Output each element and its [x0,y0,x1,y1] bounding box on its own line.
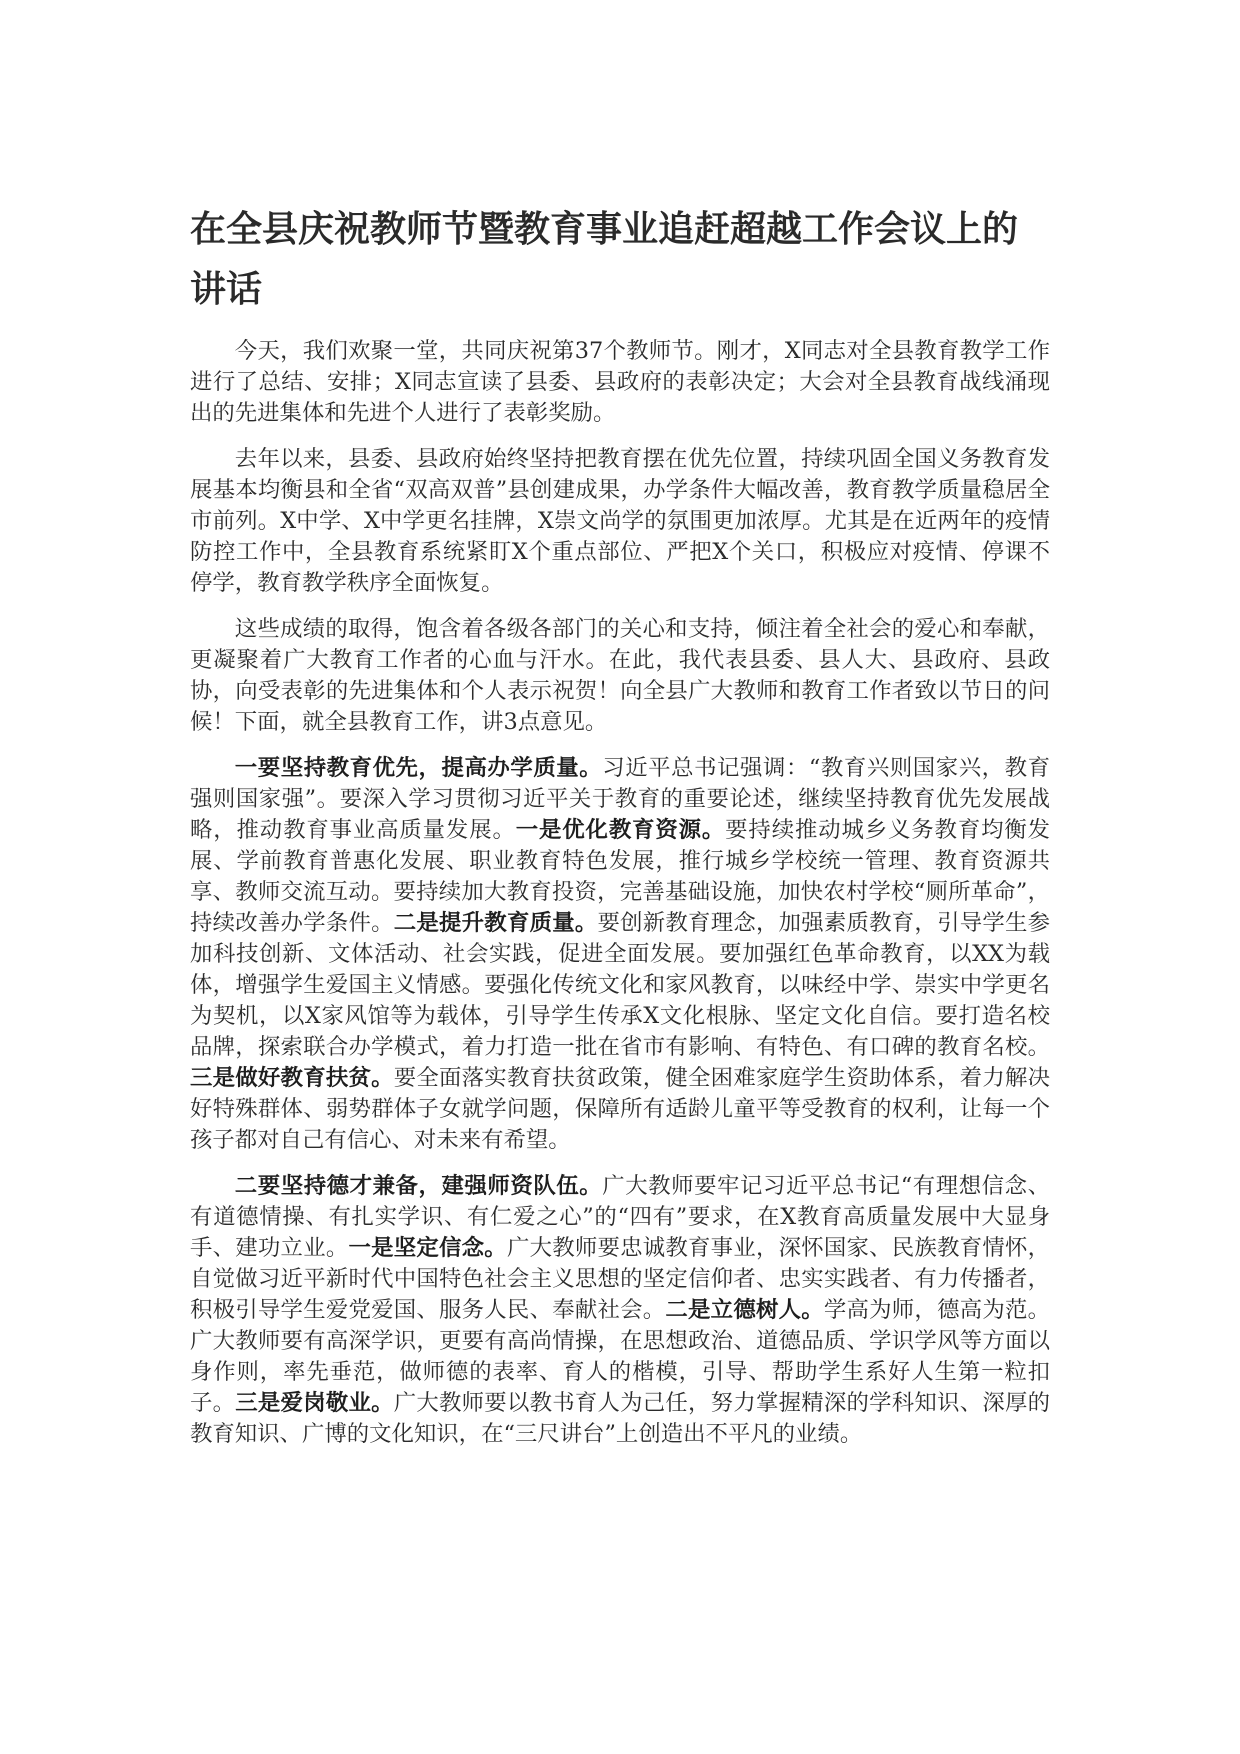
bold-heading-run: 二是提升教育质量。 [393,910,598,936]
body-paragraph [190,1171,1050,1450]
bold-heading-run: 一是坚定信念。 [348,1235,507,1261]
text-run: 广大教师要以教书育人为己任，努力掌握精深的学科知识、深厚的教育知识、广博的文化知识，在“三尺讲台”上创造出不平凡的业绩。 [190,1390,1051,1447]
text-run: 广大教师要牢记习近平总书记“有理想信念、有道德情操、有扎实学识、有仁爱之心”的“四有”要求，在X教育高质量发展中大显身手、建功立业。 [190,1173,1051,1261]
bold-heading-run: 一是优化教育资源。 [515,817,726,843]
text-run: 广大教师要忠诚教育事业，深怀国家、民族教育情怀，自觉做习近平新时代中国特色社会主义思想的坚定信仰者、忠实实践者、有力传播者，积极引导学生爱党爱国、服务人民、奉献社会。 [190,1235,1051,1323]
text-run: 这些成绩的取得，饱含着各级各部门的关心和支持，倾注着全社会的爱心和奉献，更凝聚着广大教育工作者的心血与汗水。在此，我代表县委、县人大、县政府、县政协，向受表彰的先进集体和个人表示祝贺！向全县广大教师和教育工作者致以节日的问候！下面，就全县教育工作，讲3点意见。 [190,616,1050,735]
text-run: 去年以来，县委、县政府始终坚持把教育摆在优先位置，持续巩固全国义务教育发展基本均衡县和全省“双高双普”县创建成果，办学条件大幅改善，教育教学质量稳居全市前列。X中学、X中学更名挂牌，X崇文尚学的氛围更加浓厚。尤其是在近两年的疫情防控工作中，全县教育系统紧盯X个重点部位、严把X个关口，积极应对疫情、停课不停学，教育教学秩序全面恢复。 [190,446,1050,596]
body-paragraph [190,336,1050,429]
body-paragraph [190,753,1050,1156]
text-run: 要创新教育理念，加强素质教育，引导学生参加科技创新、文体活动、社会实践，促进全面发展。要加强红色革命教育，以XX为载体，增强学生爱国主义情感。要强化传统文化和家风教育，以味经中学、崇实中学更名为契机，以X家风馆等为载体，引导学生传承X文化根脉、坚定文化自信。要打造名校品牌，探索联合办学模式，着力打造一批在省市有影响、有特色、有口碑的教育名校。 [190,910,1051,1060]
text-run: 学高为师，德高为范。广大教师要有高深学识，更要有高尚情操，在思想政治、道德品质、学识学风等方面以身作则，率先垂范，做师德的表率、育人的楷模，引导、帮助学生系好人生第一粒扣子。 [190,1297,1051,1416]
body-paragraph [190,614,1050,738]
document-title: 在全县庆祝教师节暨教育事业追赶超越工作会议上的讲话 [190,209,1019,310]
text-run: 今天，我们欢聚一堂，共同庆祝第37个教师节。刚才，X同志对全县教育教学工作进行了总结、安排；X同志宣读了县委、县政府的表彰决定；大会对全县教育战线涌现出的先进集体和先进个人进行了表彰奖励。 [190,338,1050,426]
bold-heading-run: 三是做好教育扶贫。 [190,1065,394,1091]
text-run: 要持续推动城乡义务教育均衡发展、学前教育普惠化发展、职业教育特色发展，推行城乡学校统一管理、教育资源共享、教师交流互动。要持续加大教育投资，完善基础设施，加快农村学校“厕所革命”，持续改善办学条件。 [190,817,1051,936]
bold-heading-run: 三是爱岗敬业。 [235,1390,394,1416]
body-paragraph [190,444,1050,599]
text-run: 要全面落实教育扶贫政策，健全困难家庭学生资助体系，着力解决好特殊群体、弱势群体子女就学问题，保障所有适龄儿童平等受教育的权利，让每一个孩子都对自己有信心、对未来有希望。 [190,1065,1051,1153]
document-body [190,336,1050,1465]
text-run: 习近平总书记强调：“教育兴则国家兴，教育强则国家强”。要深入学习贯彻习近平关于教育的重要论述，继续坚持教育优先发展战略，推动教育事业高质量发展。 [190,755,1051,843]
bold-heading-run: 二要坚持德才兼备，建强师资队伍。 [234,1173,603,1199]
bold-heading-run: 一要坚持教育优先，提高办学质量。 [234,755,603,781]
bold-heading-run: 二是立德树人。 [665,1297,824,1323]
